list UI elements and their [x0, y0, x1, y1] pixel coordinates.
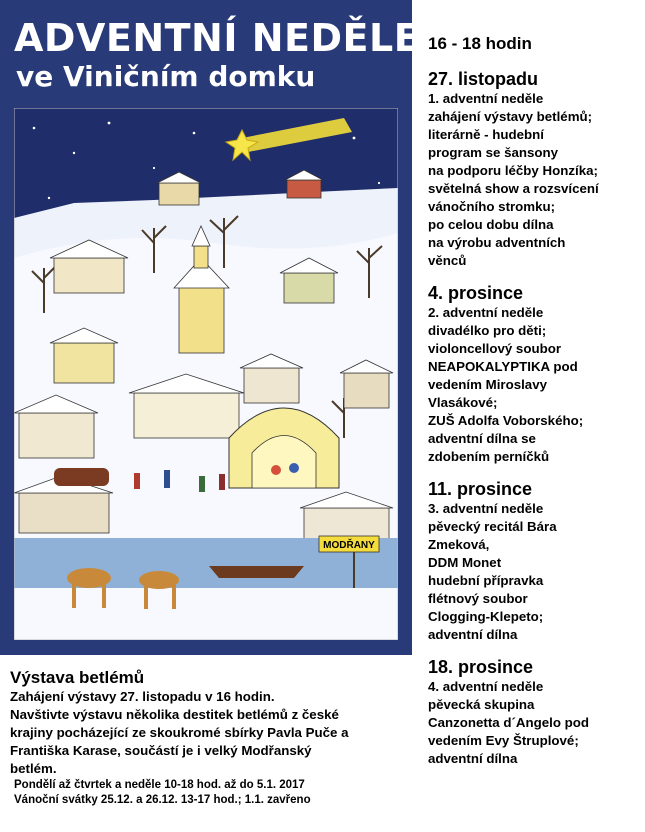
poster-subtitle: ve Viničním domku — [16, 60, 316, 93]
nativity-village-illustration — [14, 108, 398, 640]
poster-title: ADVENTNÍ NEDĚLE — [14, 16, 421, 60]
event-date: 11. prosince — [428, 479, 533, 499]
event-1 — [428, 68, 640, 270]
illustration-drawing — [14, 108, 398, 640]
town-sign-text: MODŘANY — [323, 540, 375, 551]
boat — [209, 566, 304, 578]
event-description: 2. adventní neděle divadélko pro děti; violoncellový soubor NEAPOKALYPTIKA pod vedením Miroslavy Vlasákové; ZUŠ Adolfa Voborského; adventní dílna se zdobením perníčků — [428, 305, 584, 464]
exhibition-hours: Pondělí až čtvrtek a neděle 10-18 hod. až do 5.1. 2017 Vánoční svátky 25.12. a 26.12. 13-17 hod.; 1.1. zavřeno — [14, 779, 311, 806]
exhibition-title: Výstava betlémů — [10, 668, 145, 687]
exhibition-description: Zahájení výstavy 27. listopadu v 16 hodin. Navštivte výstavu několika destitek betlémů z české krajiny pocházející ze skoukromé sbírky Pavla Puče a Františka Karase, součástí je i velký Modřanský betlém. — [10, 689, 349, 776]
event-date: 18. prosince — [428, 657, 534, 677]
event-description: 1. adventní neděle zahájení výstavy betlémů; literárně - hudební program se šansony na podporu léčby Honzíka; světelná show a rozsvícení vánočního stromku; po celou dobu dílna na výrobu adventních věnců — [428, 91, 599, 268]
event-description: 4. adventní neděle pěvecká skupina Canzonetta d´Angelo pod vedením Evy Štruplové; adventní dílna — [428, 679, 590, 766]
event-date: 4. prosince — [428, 283, 524, 303]
event-2 — [428, 282, 640, 466]
exhibition-info — [10, 668, 410, 808]
opening-hours: 16 - 18 hodin — [428, 34, 532, 53]
event-description: 3. adventní neděle pěvecký recitál Bára Zmeková, DDM Monet hudební přípravka flétnový soubor Clogging-Klepeto; adventní dílna — [428, 501, 557, 642]
event-4 — [428, 656, 640, 768]
riverbank — [14, 588, 398, 640]
event-3 — [428, 478, 640, 644]
schedule-column — [428, 32, 640, 780]
event-date: 27. listopadu — [428, 69, 539, 89]
